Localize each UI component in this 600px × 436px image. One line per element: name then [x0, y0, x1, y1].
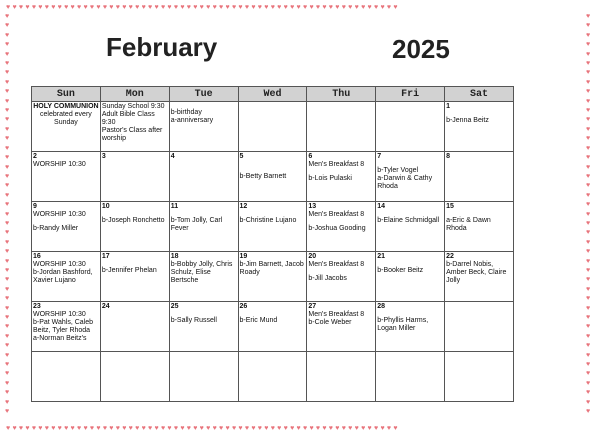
- day-number: 12: [239, 203, 248, 210]
- day-event: b-Jennifer Phelan: [101, 267, 157, 274]
- day-event: a-Norman Beitz's: [33, 335, 87, 342]
- day-number: 4: [170, 153, 175, 160]
- day-cell-3: [100, 152, 169, 202]
- weekday-wed: Wed: [238, 87, 307, 102]
- day-cell-17: [100, 252, 169, 302]
- day-number: 20: [308, 253, 317, 260]
- heart-border-bottom: ♥♥♥♥♥♥♥♥♥♥♥♥♥♥♥♥♥♥♥♥♥♥♥♥♥♥♥♥♥♥♥♥♥♥♥♥♥♥♥♥♥♥♥♥♥♥♥♥♥♥♥♥♥♥♥♥♥♥♥♥♥: [6, 425, 400, 432]
- empty-cell: [307, 102, 376, 152]
- holy-communion-note: HOLY COMMUNION: [33, 103, 99, 110]
- day-event: b-Joshua Gooding: [308, 225, 366, 232]
- day-number: 16: [33, 253, 41, 260]
- legend-line: b-birthday: [170, 109, 202, 116]
- day-number: 18: [170, 253, 179, 260]
- heart-border-right: ♥ ♥ ♥ ♥ ♥ ♥ ♥ ♥ ♥ ♥ ♥ ♥ ♥ ♥ ♥ ♥ ♥ ♥ ♥ ♥ ♥ ♥ ♥ ♥ ♥ ♥ ♥ ♥ ♥ ♥ ♥ ♥ ♥ ♥ ♥ ♥ ♥ ♥ ♥ ♥ ♥ ♥ ♥: [586, 13, 591, 416]
- empty-cell: [445, 352, 514, 402]
- day-number: 21: [377, 253, 386, 260]
- day-number: 19: [239, 253, 248, 260]
- day-event: b-Betty Barnett: [239, 173, 287, 180]
- day-event: b-Jim Barnett, Jacob Roady: [239, 261, 304, 276]
- day-cell-6: [307, 152, 376, 202]
- day-cell-13: [307, 202, 376, 252]
- week-row-3: [32, 202, 514, 252]
- empty-cell: [376, 102, 445, 152]
- day-cell-8: [445, 152, 514, 202]
- weekday-thu: Thu: [307, 87, 376, 102]
- day-number: 2: [33, 153, 37, 160]
- day-number: 13: [308, 203, 317, 210]
- day-event: WORSHIP 10:30: [33, 311, 86, 318]
- day-cell-1: [445, 102, 514, 152]
- day-number: 26: [239, 303, 248, 310]
- day-cell-24: [100, 302, 169, 352]
- day-cell-21: [376, 252, 445, 302]
- weekday-sat: Sat: [445, 87, 514, 102]
- empty-cell: [307, 352, 376, 402]
- day-event: b-Phyllis Harms, Logan Miller: [377, 317, 429, 332]
- calendar-grid: [31, 86, 514, 402]
- day-event: b-Pat Wahls, Caleb Beitz, Tyler Rhoda: [33, 319, 94, 334]
- week-row-6: [32, 352, 514, 402]
- day-event: b-Cole Weber: [308, 319, 352, 326]
- day-event: b-Darrel Nobis, Amber Beck, Claire Jolly: [446, 261, 507, 284]
- week-row-4: [32, 252, 514, 302]
- day-cell-12: [238, 202, 307, 252]
- day-event: a-Eric & Dawn Rhoda: [446, 217, 491, 232]
- weekday-fri: Fri: [376, 87, 445, 102]
- notes-cell-schedule: [100, 102, 169, 152]
- day-event: b-Bobby Jolly, Chris Schulz, Elise Bertsche: [170, 261, 233, 284]
- day-event: WORSHIP 10:30: [33, 261, 86, 268]
- day-event: b-Joseph Ronchetto: [101, 217, 165, 224]
- day-cell-4: [169, 152, 238, 202]
- day-event: b-Elaine Schmidgall: [377, 217, 440, 224]
- heart-border-left: ♥ ♥ ♥ ♥ ♥ ♥ ♥ ♥ ♥ ♥ ♥ ♥ ♥ ♥ ♥ ♥ ♥ ♥ ♥ ♥ ♥ ♥ ♥ ♥ ♥ ♥ ♥ ♥ ♥ ♥ ♥ ♥ ♥ ♥ ♥ ♥ ♥ ♥ ♥ ♥ ♥ ♥ ♥: [5, 13, 10, 416]
- day-number: 24: [101, 303, 110, 310]
- legend-line: a-anniversary: [170, 117, 214, 124]
- heart-border-top: ♥♥♥♥♥♥♥♥♥♥♥♥♥♥♥♥♥♥♥♥♥♥♥♥♥♥♥♥♥♥♥♥♥♥♥♥♥♥♥♥♥♥♥♥♥♥♥♥♥♥♥♥♥♥♥♥♥♥♥♥♥: [6, 4, 400, 11]
- weekday-header-row: [32, 87, 514, 102]
- day-cell-20: [307, 252, 376, 302]
- day-number: 7: [377, 153, 382, 160]
- empty-cell: [238, 352, 307, 402]
- day-number: 5: [239, 153, 244, 160]
- day-event: WORSHIP 10:30: [33, 161, 86, 168]
- day-number: 25: [170, 303, 179, 310]
- empty-cell: [376, 352, 445, 402]
- day-event: Men's Breakfast 8: [308, 161, 365, 168]
- week-row-5: [32, 302, 514, 352]
- day-event: b-Jill Jacobs: [308, 275, 347, 282]
- empty-cell: [32, 352, 101, 402]
- day-event: a-Darwin & Cathy Rhoda: [377, 175, 433, 190]
- day-event: b-Jordan Bashford, Xavier Lujano: [33, 269, 93, 284]
- day-cell-15: [445, 202, 514, 252]
- day-event: b-Sally Russell: [170, 317, 217, 324]
- notes-cell-legend: [169, 102, 238, 152]
- celebrated-note: celebrated every Sunday: [40, 111, 92, 126]
- day-cell-25: [169, 302, 238, 352]
- day-event: Men's Breakfast 8: [308, 311, 365, 318]
- day-cell-18: [169, 252, 238, 302]
- day-number: 11: [170, 203, 179, 210]
- day-event: b-Jenna Beitz: [446, 117, 489, 124]
- day-number: 6: [308, 153, 313, 160]
- day-cell-22: [445, 252, 514, 302]
- day-number: 14: [377, 203, 386, 210]
- day-number: 9: [33, 203, 37, 210]
- day-cell-19: [238, 252, 307, 302]
- weekday-mon: Mon: [100, 87, 169, 102]
- day-cell-11: [169, 202, 238, 252]
- week-row-1: [32, 102, 514, 152]
- notes-cell-communion: [32, 102, 101, 152]
- day-event: b-Tom Jolly, Carl Fever: [170, 217, 223, 232]
- day-number: 17: [101, 253, 110, 260]
- day-event: b-Lois Pulaski: [308, 175, 352, 182]
- schedule-line: Adult Bible Class 9:30: [101, 111, 155, 126]
- week-row-2: [32, 152, 514, 202]
- day-cell-28: [376, 302, 445, 352]
- day-cell-16: [32, 252, 101, 302]
- day-cell-7: [376, 152, 445, 202]
- weekday-tue: Tue: [169, 87, 238, 102]
- day-event: b-Christine Lujano: [239, 217, 297, 224]
- empty-cell: [169, 352, 238, 402]
- year-title: 2025: [392, 34, 450, 64]
- empty-cell: [100, 352, 169, 402]
- day-number: 15: [446, 203, 454, 210]
- day-cell-14: [376, 202, 445, 252]
- month-title: February: [106, 32, 218, 62]
- day-number: 1: [446, 103, 450, 110]
- day-number: 27: [308, 303, 317, 310]
- day-cell-5: [238, 152, 307, 202]
- day-event: b-Tyler Vogel: [377, 167, 419, 174]
- day-number: 8: [446, 153, 450, 160]
- day-number: 10: [101, 203, 110, 210]
- schedule-line: Pastor's Class after worship: [101, 127, 163, 142]
- day-cell-23: [32, 302, 101, 352]
- weekday-sun: Sun: [32, 87, 101, 102]
- empty-cell: [238, 102, 307, 152]
- day-number: 23: [33, 303, 41, 310]
- day-event: Men's Breakfast 8: [308, 261, 365, 268]
- day-number: 3: [101, 153, 106, 160]
- day-event: WORSHIP 10:30: [33, 211, 86, 218]
- day-event: b-Randy Miller: [33, 225, 79, 232]
- schedule-line: Sunday School 9:30: [101, 103, 165, 110]
- day-cell-26: [238, 302, 307, 352]
- day-event: b-Booker Beitz: [377, 267, 424, 274]
- day-cell-27: [307, 302, 376, 352]
- day-cell-10: [100, 202, 169, 252]
- day-event: Men's Breakfast 8: [308, 211, 365, 218]
- day-cell-9: [32, 202, 101, 252]
- day-cell-2: [32, 152, 101, 202]
- day-number: 22: [446, 253, 454, 260]
- empty-cell: [445, 302, 514, 352]
- day-number: 28: [377, 303, 386, 310]
- day-event: b-Eric Mund: [239, 317, 278, 324]
